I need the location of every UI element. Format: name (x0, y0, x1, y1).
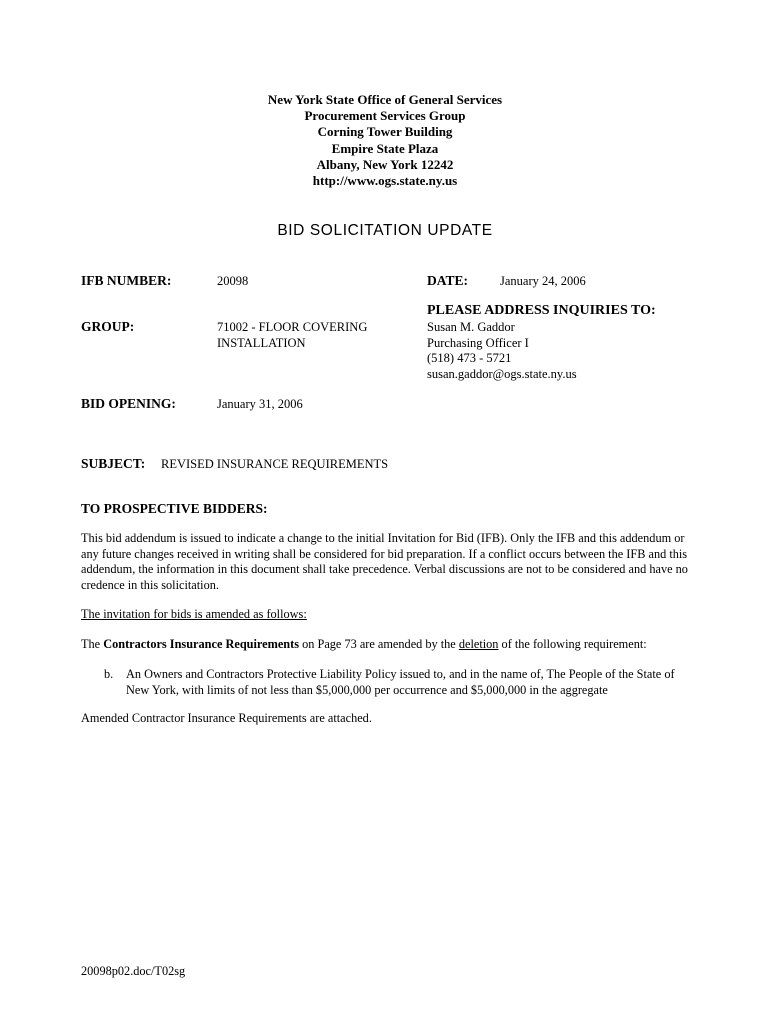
list-item-text: An Owners and Contractors Protective Liability Policy issued to, and in the name of, The People of the State of New York, with limits of not less than $5,000,000 per occurrence and $5,000,000 in the aggregate (126, 667, 675, 697)
contact-role: Purchasing Officer I (427, 335, 529, 350)
bid-opening-value: January 31, 2006 (217, 397, 303, 411)
agency-name: New York State Office of General Services (267, 92, 503, 107)
contact-phone: (518) 473 - 5721 (427, 351, 512, 365)
date-label: DATE: (427, 273, 469, 288)
contact-name: Susan M. Gaddor (427, 320, 515, 334)
amend-suffix: of the following requirement: (498, 637, 647, 651)
amend-prefix: The (81, 637, 104, 651)
group-label: GROUP: (81, 319, 135, 334)
building-name: Corning Tower Building (317, 124, 453, 140)
amend-bold-term: Contractors Insurance Requirements (103, 637, 300, 651)
intro-paragraph: This bid addendum is issued to indicate a change to the initial Invitation for Bid (IFB). Only the IFB and this addendum or any future changes received in writing shall be considered for bid preparation. If a conflict occurs between the IFB and this addendum, the information in this document shall take precedence. Verbal discussions are not to be considered and have no credence in this solicitation. (81, 531, 688, 592)
amend-underlined-term: deletion (458, 637, 499, 651)
group-name: Procurement Services Group (304, 108, 466, 124)
date-value: January 24, 2006 (500, 274, 586, 288)
agency-website: http://www.ogs.state.ny.us (312, 173, 458, 189)
group-value (217, 320, 367, 351)
contact-block (427, 320, 577, 382)
ifb-number-value: 20098 (217, 274, 249, 288)
footer-filename: 20098p02.doc/T02sg (81, 964, 186, 978)
bid-opening-label: BID OPENING: (81, 396, 176, 411)
body-heading: TO PROSPECTIVE BIDDERS: (81, 501, 268, 516)
ifb-number-label: IFB NUMBER: (81, 273, 172, 288)
contact-email: susan.gaddor@ogs.state.ny.us (427, 366, 577, 381)
document-title: BID SOLICITATION UPDATE (277, 222, 493, 239)
city-state-zip: Albany, New York 12242 (316, 156, 454, 172)
list-item-marker: b. (104, 667, 114, 681)
amend-sentence (81, 637, 693, 653)
amended-heading: The invitation for bids is amended as follows: (81, 607, 307, 621)
subject-value: REVISED INSURANCE REQUIREMENTS (161, 457, 389, 471)
amend-middle: on Page 73 are amended by the (299, 637, 459, 651)
letterhead (0, 92, 770, 189)
closing-sentence: Amended Contractor Insurance Requirements are attached. (81, 711, 372, 725)
inquiries-heading: PLEASE ADDRESS INQUIRIES TO: (427, 303, 656, 318)
group-value-line1: 71002 - FLOOR COVERING (217, 320, 368, 334)
subject-label: SUBJECT: (81, 456, 146, 471)
group-value-line2: INSTALLATION (217, 335, 306, 350)
plaza-name: Empire State Plaza (331, 140, 439, 156)
